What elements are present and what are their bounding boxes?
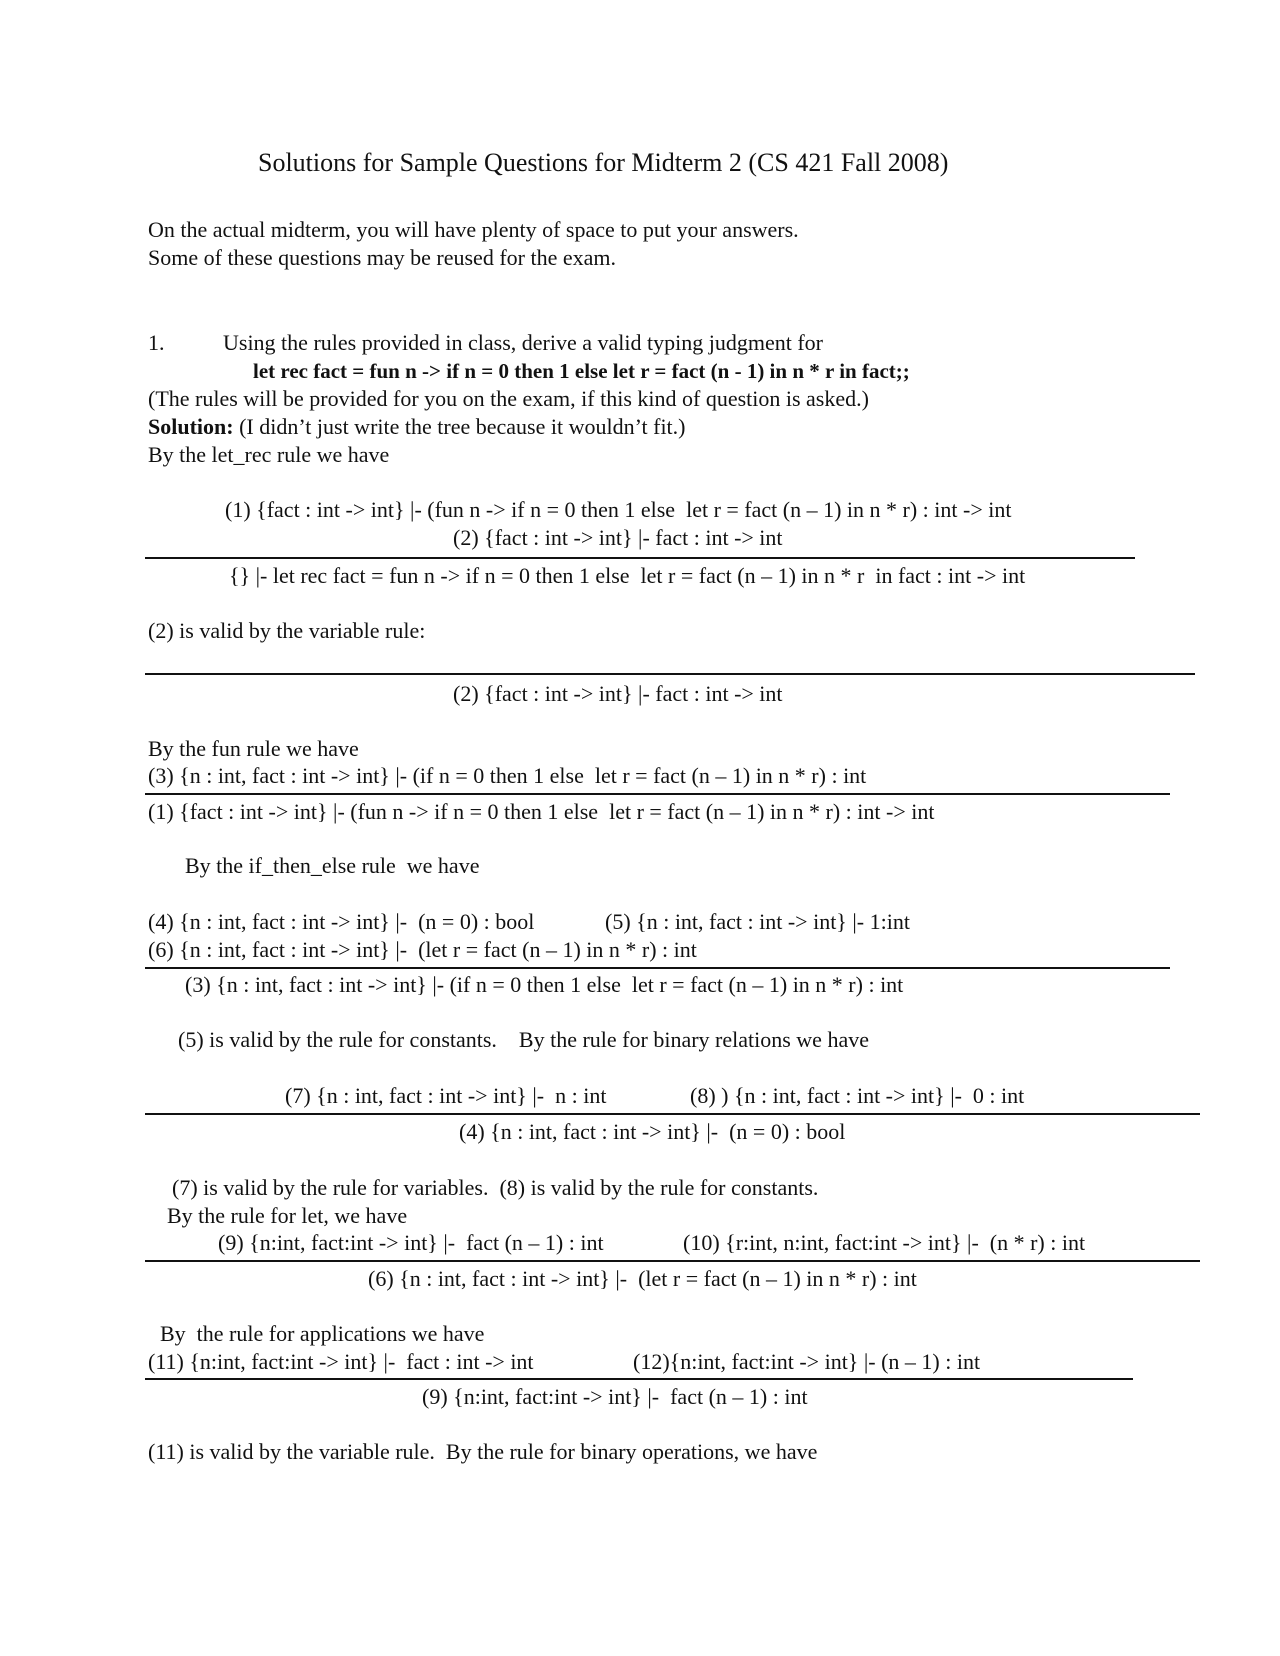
judgment-2-conclusion: (2) {fact : int -> int} |- fact : int -> int [453, 681, 783, 706]
judgment-12: (12){n:int, fact:int -> int} |- (n – 1) : int [633, 1349, 981, 1374]
judgment-10: (10) {r:int, n:int, fact:int -> int} |- (n * r) : int [683, 1230, 1086, 1255]
question-expression: let rec fact = fun n -> if n = 0 then 1 else let r = fact (n - 1) in n * r in fact;; [253, 359, 910, 383]
judgment-4-conclusion: (4) {n : int, fact : int -> int} |- (n = 0) : bool [459, 1119, 846, 1144]
judgment-11: (11) {n:int, fact:int -> int} |- fact : int -> int [148, 1349, 534, 1374]
judgment-8: (8) ) {n : int, fact : int -> int} |- 0 : int [690, 1083, 1025, 1108]
by-letrec-rule: By the let_rec rule we have [148, 442, 390, 467]
binary-operations-text: (11) is valid by the variable rule. By the rule for binary operations, we have [148, 1439, 818, 1464]
page-title: Solutions for Sample Questions for Midterm 2 (CS 421 Fall 2008) [258, 148, 949, 177]
solution-label: Solution: [148, 414, 234, 439]
judgment-5: (5) {n : int, fact : int -> int} |- 1:int [605, 909, 910, 934]
inference-line-letrec [145, 557, 1135, 559]
judgment-9: (9) {n:int, fact:int -> int} |- fact (n – 1) : int [218, 1230, 604, 1255]
intro-line-1: On the actual midterm, you will have plenty of space to put your answers. [148, 217, 799, 242]
judgment-9-conclusion: (9) {n:int, fact:int -> int} |- fact (n – 1) : int [422, 1384, 808, 1409]
judgment-1: (1) {fact : int -> int} |- (fun n -> if n = 0 then 1 else let r = fact (n – 1) in n * r) : int -> int [225, 497, 1012, 522]
judgment-3: (3) {n : int, fact : int -> int} |- (if n = 0 then 1 else let r = fact (n – 1) in n * r) : int [148, 763, 867, 788]
let-rule-text-1: (7) is valid by the rule for variables. (8) is valid by the rule for constants. [172, 1175, 819, 1200]
judgment-letrec-conclusion: {} |- let rec fact = fun n -> if n = 0 then 1 else let r = fact (n – 1) in n * r in fact : int -> int [229, 563, 1026, 588]
inference-line-let [145, 1260, 1200, 1262]
fun-rule-text: By the fun rule we have [148, 736, 359, 761]
if-then-else-rule-text: By the if_then_else rule we have [185, 853, 480, 878]
binary-relations-text: (5) is valid by the rule for constants. By the rule for binary relations we have [178, 1027, 869, 1052]
inference-line-applications [145, 1378, 1133, 1380]
intro-line-2: Some of these questions may be reused for the exam. [148, 245, 616, 270]
solution-text: (I didn’t just write the tree because it wouldn’t fit.) [233, 414, 686, 439]
judgment-6-conclusion: (6) {n : int, fact : int -> int} |- (let r = fact (n – 1) in n * r) : int [368, 1266, 917, 1291]
variable-rule-text: (2) is valid by the variable rule: [148, 618, 426, 643]
judgment-1-conclusion: (1) {fact : int -> int} |- (fun n -> if n = 0 then 1 else let r = fact (n – 1) in n * r) : int -> int [148, 799, 935, 824]
judgment-3-conclusion: (3) {n : int, fact : int -> int} |- (if n = 0 then 1 else let r = fact (n – 1) in n * r) : int [185, 972, 904, 997]
judgment-2: (2) {fact : int -> int} |- fact : int -> int [453, 525, 783, 550]
inference-line-fun [145, 793, 1170, 795]
judgment-4: (4) {n : int, fact : int -> int} |- (n = 0) : bool [148, 909, 535, 934]
question-number: 1. [148, 330, 165, 355]
let-rule-text-2: By the rule for let, we have [167, 1203, 408, 1228]
inference-line-if-then-else [145, 967, 1170, 969]
judgment-7: (7) {n : int, fact : int -> int} |- n : int [285, 1083, 607, 1108]
solution-line [148, 414, 686, 440]
inference-line-binary-relations [145, 1113, 1200, 1115]
question-prompt: Using the rules provided in class, derive a valid typing judgment for [223, 330, 823, 355]
judgment-6: (6) {n : int, fact : int -> int} |- (let r = fact (n – 1) in n * r) : int [148, 937, 697, 962]
inference-line-variable [145, 673, 1195, 675]
question-note: (The rules will be provided for you on the exam, if this kind of question is asked.) [148, 386, 869, 411]
applications-rule-text: By the rule for applications we have [160, 1321, 485, 1346]
